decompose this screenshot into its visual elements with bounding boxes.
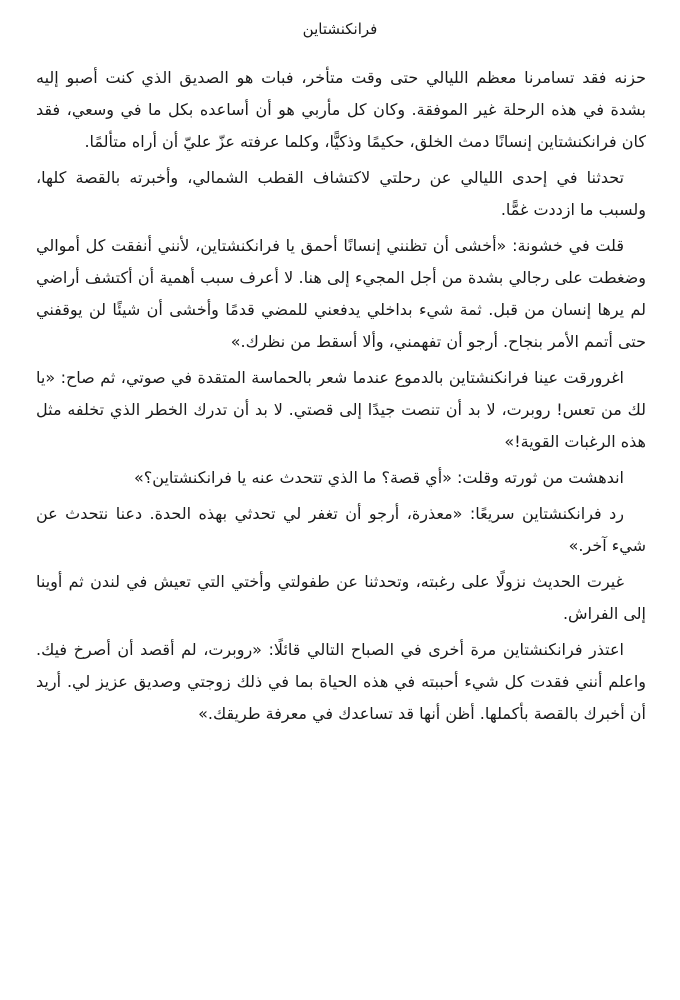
page-body (36, 62, 646, 734)
paragraph-2: تحدثنا في إحدى الليالي عن رحلتي لاكتشاف القطب الشمالي، وأخبرته بالقصة كلها، ولسبب ما ازددت غمًّا. (36, 168, 646, 219)
paragraph-4: اغرورقت عينا فرانكنشتاين بالدموع عندما شعر بالحماسة المتقدة في صوتي، ثم صاح: «يا لك من تعس! روبرت، لا بد أن تنصت جيدًا إلى قصتي. لا بد أن تدرك الخطر الذي تخلفه مثل هذه الرغبات القوية!» (36, 368, 646, 451)
running-title: فرانكنشتاين (302, 20, 378, 38)
paragraph-8: اعتذر فرانكنشتاين مرة أخرى في الصباح التالي قائلًا: «روبرت، لم أقصد أن أصرخ فيك. واعلم أنني فقدت كل شيء أحببته في هذه الحياة بما في ذلك زوجتي وصديق عزيز لي. أريد أن أخبرك بالقصة بأكملها. أظن أنها قد تساعدك في معرفة طريقك.» (36, 640, 646, 723)
paragraph-7: غيرت الحديث نزولًا على رغبته، وتحدثنا عن طفولتي وأختي التي تعيش في لندن ثم أوينا إلى الفراش. (36, 572, 646, 623)
paragraph-5: اندهشت من ثورته وقلت: «أي قصة؟ ما الذي تتحدث عنه يا فرانكنشتاين؟» (134, 468, 624, 487)
paragraph-3: قلت في خشونة: «أخشى أن تظنني إنسانًا أحمق يا فرانكنشتاين، لأنني أنفقت كل أموالي وضغطت على رجالي بشدة من أجل المجيء إلى هنا. لا أعرف سبب أهمية أن أكتشف أراضي لم يرها إنسان من قبل. ثمة شيء بداخلي يدفعني للمضي قدمًا وأخشى أن شيئًا لن يوقفني حتى أتمم الأمر بنجاح. أرجو أن تفهمني، وألا أسقط من نظرك.» (36, 236, 646, 351)
paragraph-1: حزنه فقد تسامرنا معظم الليالي حتى وقت متأخر، فبات هو الصديق الذي كنت أصبو إليه بشدة في هذه الرحلة غير الموفقة. وكان كل مأربي هو أن أساعده بكل ما في وسعي، فقد كان فرانكنشتاين إنسانًا دمث الخلق، حكيمًا وذكيًّا، وكلما عرفته عزّ عليّ أن أراه متألمًا. (36, 68, 646, 151)
paragraph-6: رد فرانكنشتاين سريعًا: «معذرة، أرجو أن تغفر لي تحدثي بهذه الحدة. دعنا نتحدث عن شيء آخر.» (36, 504, 646, 555)
